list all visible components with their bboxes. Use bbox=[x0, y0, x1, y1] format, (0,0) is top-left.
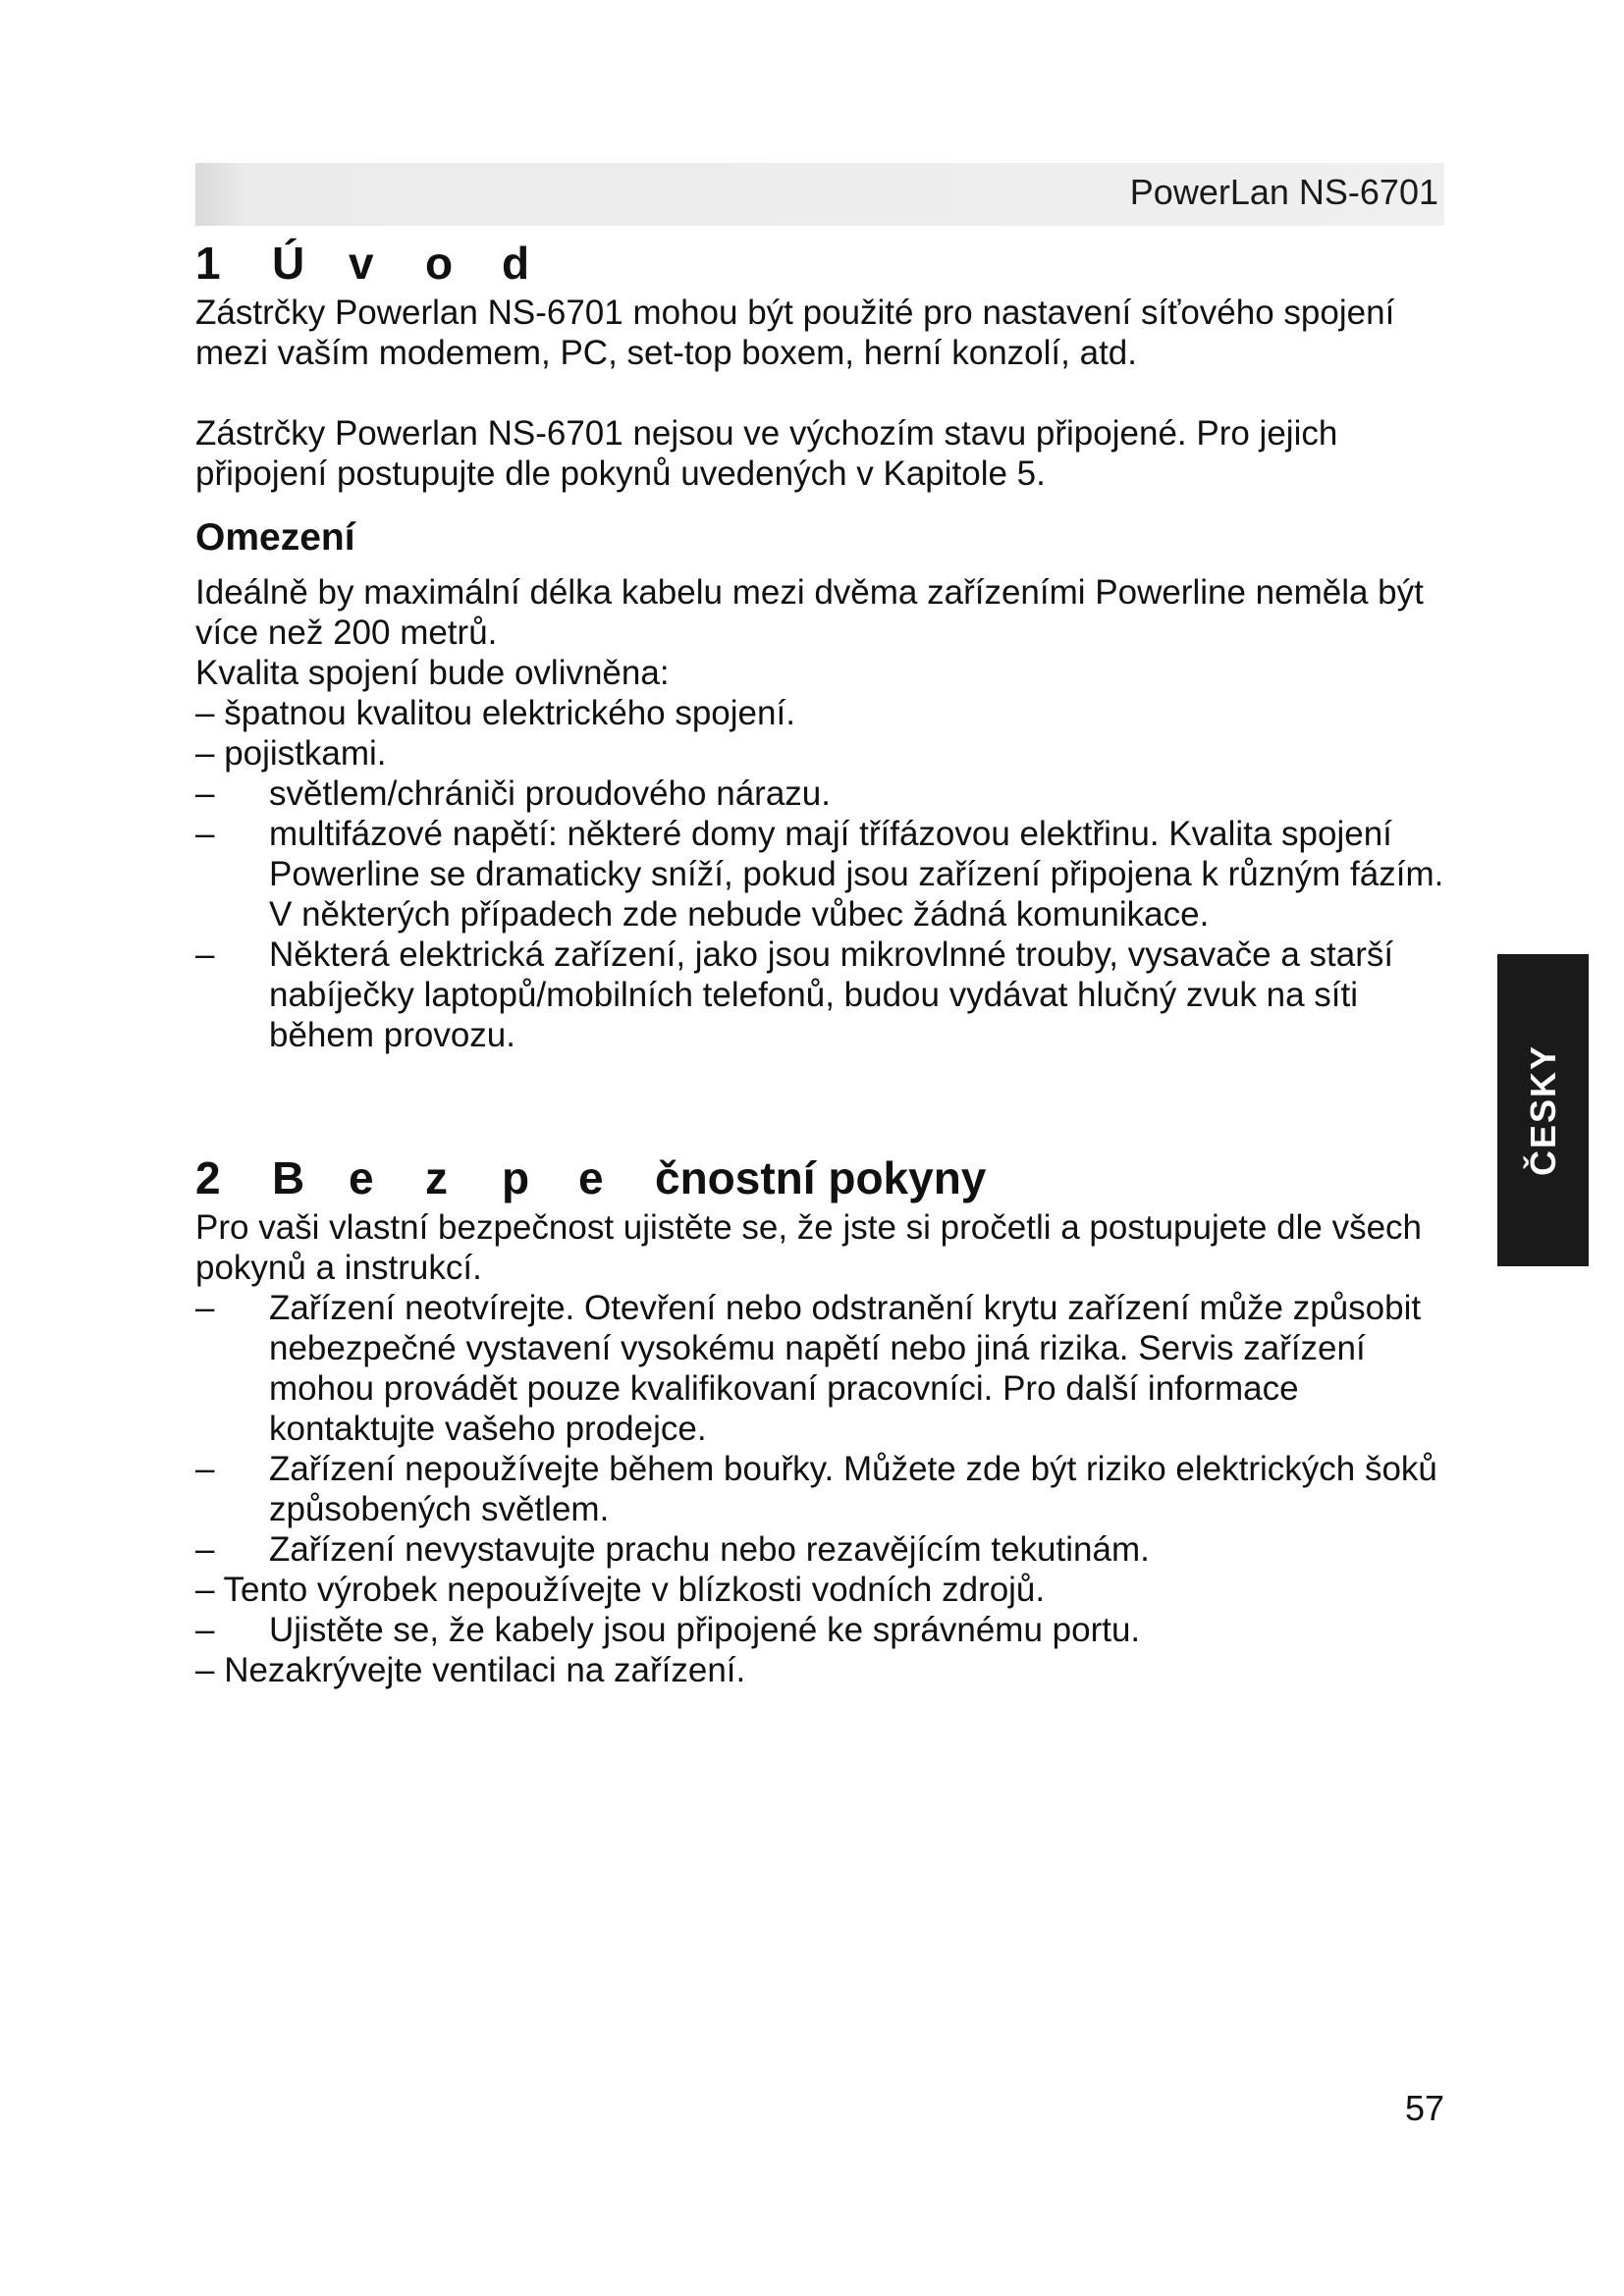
heading-letter: e bbox=[578, 1152, 604, 1203]
list-dash: – bbox=[195, 1450, 215, 1488]
safety-list bbox=[195, 1288, 1462, 1690]
list-item bbox=[195, 1288, 1462, 1449]
header-bar bbox=[195, 163, 1444, 226]
heading-letter: p bbox=[502, 1152, 530, 1203]
list-item: – pojistkami. bbox=[195, 734, 387, 773]
list-item: – Nezakrývejte ventilaci na zařízení. bbox=[195, 1651, 746, 1689]
list-dash: – bbox=[195, 774, 215, 813]
heading-letter: o bbox=[425, 238, 454, 289]
language-tab bbox=[1497, 954, 1589, 1266]
list-dash: – bbox=[195, 1289, 215, 1327]
list-dash: – bbox=[195, 1530, 215, 1569]
list-item: – Tento výrobek nepoužívejte v blízkosti vodních zdrojů. bbox=[195, 1571, 1046, 1609]
list-item-text: multifázové napětí: některé domy mají třífázovou elektřinu. Kvalita spojení Powerline se dramaticky sníží, pokud jsou zařízení připojena k různým fázím. V některých případech zde nebude vůbec žádná komunikace. bbox=[269, 815, 1444, 934]
list-item-text: Zařízení nevystavujte prachu nebo rezavějícím tekutinám. bbox=[269, 1530, 1150, 1569]
list-item-text: světlem/chrániči proudového nárazu. bbox=[269, 774, 831, 813]
heading-letter: B bbox=[272, 1152, 305, 1203]
safety-intro: Pro vaši vlastní bezpečnost ujistěte se, že jste si pročetli a postupujete dle všech pokynů a instrukcí. bbox=[195, 1208, 1422, 1287]
list-dash: – bbox=[195, 1611, 215, 1649]
heading-letter: v bbox=[349, 238, 374, 289]
intro-paragraph-1: Zástrčky Powerlan NS-6701 mohou být použité pro nastavení síťového spojení mezi vaším modemem, PC, set-top boxem, herní konzolí, atd. bbox=[195, 294, 1395, 372]
restrictions-heading: Omezení bbox=[195, 516, 355, 559]
section-1-number: 1 bbox=[195, 238, 221, 289]
section-2 bbox=[195, 1148, 1462, 1690]
heading-letter: z bbox=[425, 1152, 448, 1203]
restrictions-list bbox=[195, 693, 1462, 1055]
language-tab-label: ČESKY bbox=[1522, 1043, 1563, 1177]
list-item-text: Zařízení nepoužívejte během bouřky. Můžete zde být riziko elektrických šoků způsobených světlem. bbox=[269, 1450, 1437, 1528]
list-item bbox=[195, 774, 1462, 814]
restrictions-paragraph-2: Kvalita spojení bude ovlivněna: bbox=[195, 654, 670, 692]
list-item bbox=[195, 1529, 1462, 1570]
section-2-number: 2 bbox=[195, 1152, 221, 1203]
restrictions-paragraph-1: Ideálně by maximální délka kabelu mezi dvěma zařízeními Powerline neměla být více než 200 metrů. bbox=[195, 573, 1424, 652]
list-item bbox=[195, 1610, 1462, 1650]
list-item: – špatnou kvalitou elektrického spojení. bbox=[195, 694, 795, 732]
list-dash: – bbox=[195, 935, 215, 974]
list-item-text: Ujistěte se, že kabely jsou připojené ke správnému portu. bbox=[269, 1611, 1141, 1649]
intro-paragraph-2: Zástrčky Powerlan NS-6701 nejsou ve výchozím stavu připojené. Pro jejich připojení postupujte dle pokynů uvedených v Kapitole 5. bbox=[195, 414, 1338, 493]
list-item bbox=[195, 934, 1462, 1055]
page-number: 57 bbox=[1404, 2088, 1444, 2128]
list-item bbox=[195, 1449, 1462, 1529]
heading-rest: čnostní pokyny bbox=[655, 1152, 987, 1203]
section-1-heading bbox=[195, 234, 1462, 293]
header-title: PowerLan NS-6701 bbox=[1129, 172, 1438, 212]
list-dash: – bbox=[195, 815, 215, 853]
list-item bbox=[195, 814, 1462, 934]
list-item-text: Zařízení neotvírejte. Otevření nebo odstranění krytu zařízení může způsobit nebezpečné vystavení vysokému napětí nebo jiná rizika. Servis zařízení mohou provádět pouze kvalifikovaní pracovníci. Pro další informace kontaktujte vašeho prodejce. bbox=[269, 1289, 1422, 1448]
heading-letter: d bbox=[502, 238, 530, 289]
list-item-text: Některá elektrická zařízení, jako jsou mikrovlnné trouby, vysavače a starší nabíječky laptopů/mobilních telefonů, budou vydávat hlučný zvuk na síti během provozu. bbox=[269, 935, 1394, 1054]
heading-letter: e bbox=[349, 1152, 374, 1203]
heading-letter: Ú bbox=[272, 238, 305, 289]
page-content bbox=[195, 234, 1462, 1690]
section-2-heading bbox=[195, 1148, 1462, 1207]
